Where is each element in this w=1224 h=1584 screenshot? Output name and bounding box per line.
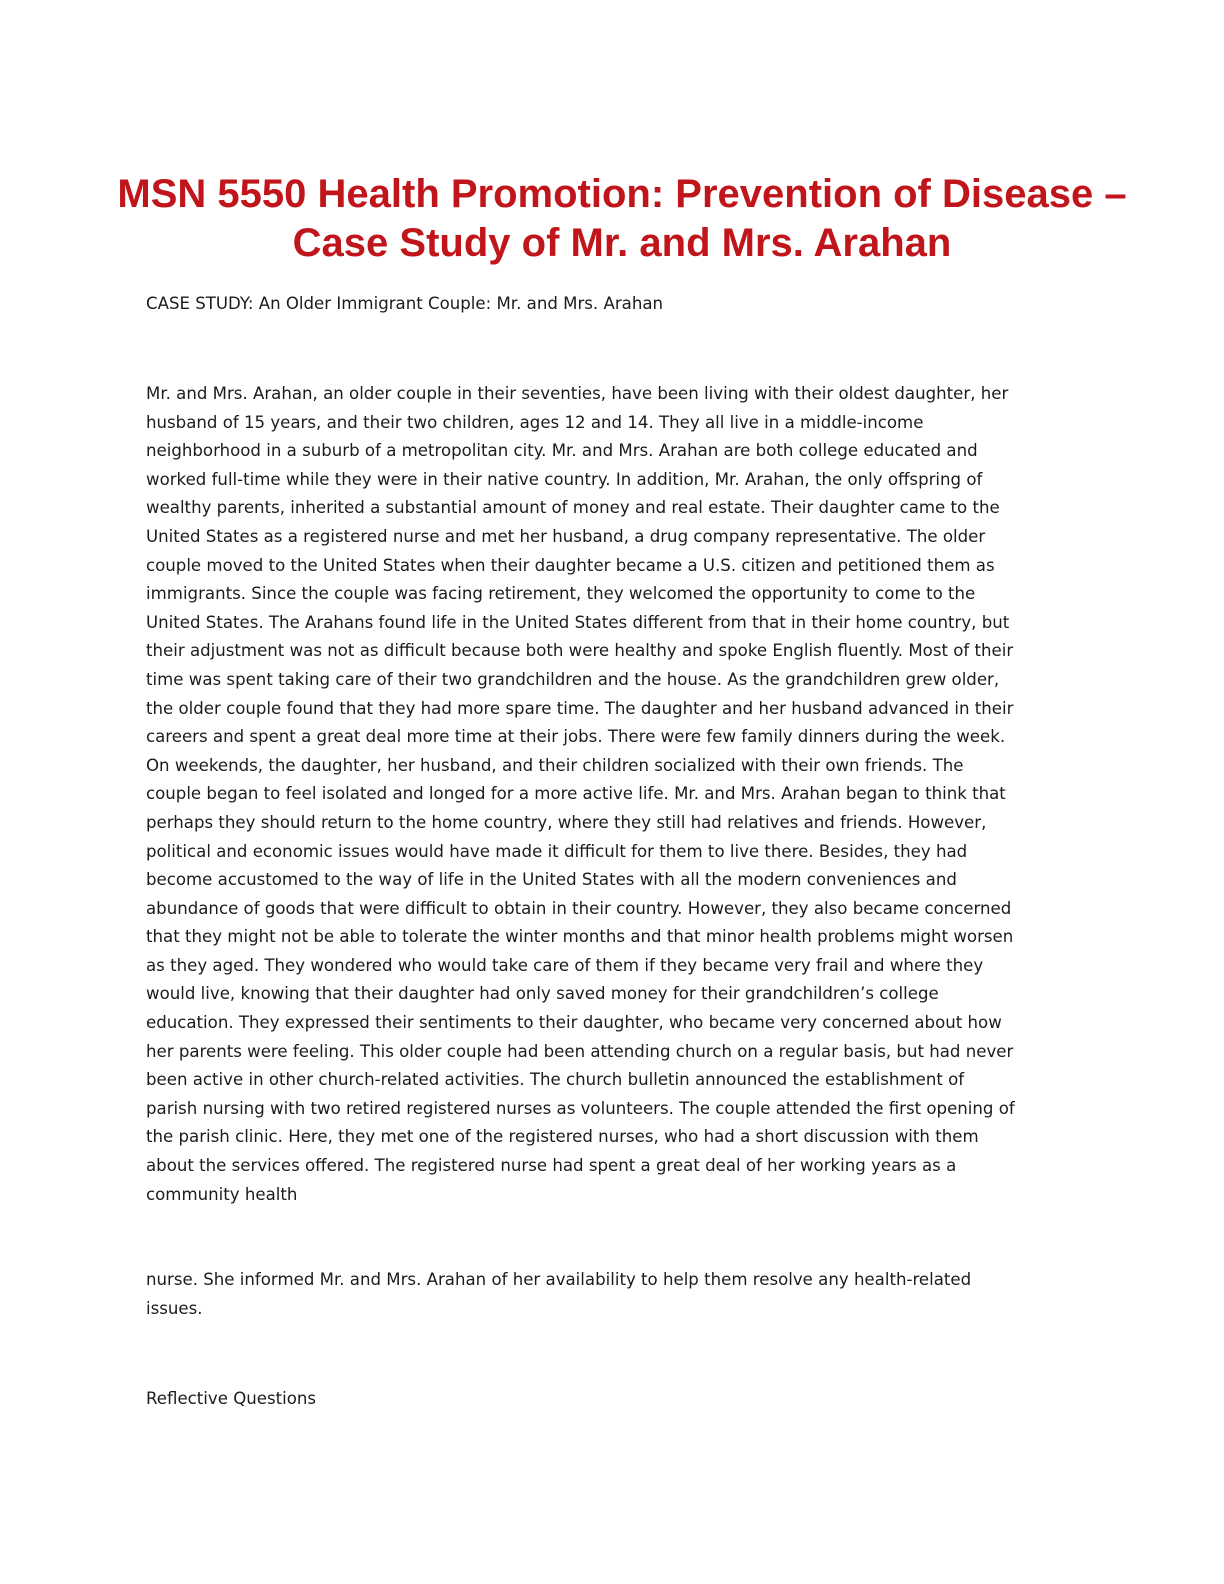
text-line: about the services offered. The registered nurse had spent a great deal of her working years as a [146,1156,957,1176]
continuation-paragraph [146,1266,1076,1323]
title-line: MSN 5550 Health Promotion: Prevention of Disease – [117,172,1127,216]
text-line: husband of 15 years, and their two children, ages 12 and 14. They all live in a middle-income [146,412,924,432]
text-line: the older couple found that they had more spare time. The daughter and her husband advanced in their [146,698,1014,718]
text-line: neighborhood in a suburb of a metropolitan city. Mr. and Mrs. Arahan are both college educated and [146,441,978,461]
text-line: community health [146,1184,298,1204]
title-line: Case Study of Mr. and Mrs. Arahan [292,221,952,265]
text-line: On weekends, the daughter, her husband, and their children socialized with their own friends. The [146,755,964,775]
reflective-questions-heading: Reflective Questions [146,1389,317,1408]
text-line: become accustomed to the way of life in the United States with all the modern conveniences and [146,870,957,890]
text-line: United States as a registered nurse and met her husband, a drug company representative. The older [146,526,986,546]
case-study-label: CASE STUDY: An Older Immigrant Couple: Mr. and Mrs. Arahan [146,294,664,313]
text-line: been active in other church-related activities. The church bulletin announced the establishment of [146,1070,965,1090]
text-line: perhaps they should return to the home country, where they still had relatives and friends. However, [146,812,987,832]
case-description-paragraph [146,380,1076,1209]
text-line: Mr. and Mrs. Arahan, an older couple in their seventies, have been living with their oldest daughter, her [146,384,1009,403]
text-line: United States. The Arahans found life in the United States different from that in their home country, but [146,612,1010,632]
text-line: the parish clinic. Here, they met one of the registered nurses, who had a short discussion with them [146,1127,979,1147]
text-line: nurse. She informed Mr. and Mrs. Arahan of her availability to help them resolve any health-related [146,1270,972,1289]
text-line: wealthy parents, inherited a substantial amount of money and real estate. Their daughter came to the [146,498,1000,518]
text-line: as they aged. They wondered who would take care of them if they became very frail and where they [146,955,984,975]
text-line: her parents were feeling. This older couple had been attending church on a regular basis, but had never [146,1041,1014,1061]
text-line: couple moved to the United States when their daughter became a U.S. citizen and petitioned them as [146,555,995,575]
text-line: parish nursing with two retired registered nurses as volunteers. The couple attended the first opening of [146,1098,1015,1118]
page-title [100,170,1144,268]
text-line: time was spent taking care of their two grandchildren and the house. As the grandchildren grew older, [146,669,1000,689]
text-line: couple began to feel isolated and longed for a more active life. Mr. and Mrs. Arahan began to think that [146,784,1006,804]
text-line: their adjustment was not as difficult because both were healthy and spoke English fluently. Most of their [146,641,1014,661]
text-line: issues. [146,1298,203,1318]
text-line: abundance of goods that were difficult to obtain in their country. However, they also became concerned [146,898,1012,918]
text-line: careers and spent a great deal more time at their jobs. There were few family dinners during the week. [146,727,1006,747]
text-line: immigrants. Since the couple was facing retirement, they welcomed the opportunity to come to the [146,584,976,604]
text-line: political and economic issues would have made it difficult for them to live there. Besides, they had [146,841,968,861]
text-line: education. They expressed their sentiments to their daughter, who became very concerned about how [146,1013,1002,1033]
text-line: that they might not be able to tolerate the winter months and that minor health problems might worsen [146,927,1014,947]
text-line: would live, knowing that their daughter had only saved money for their grandchildren’s college [146,984,939,1004]
text-line: worked full-time while they were in their native country. In addition, Mr. Arahan, the only offspring of [146,469,983,489]
